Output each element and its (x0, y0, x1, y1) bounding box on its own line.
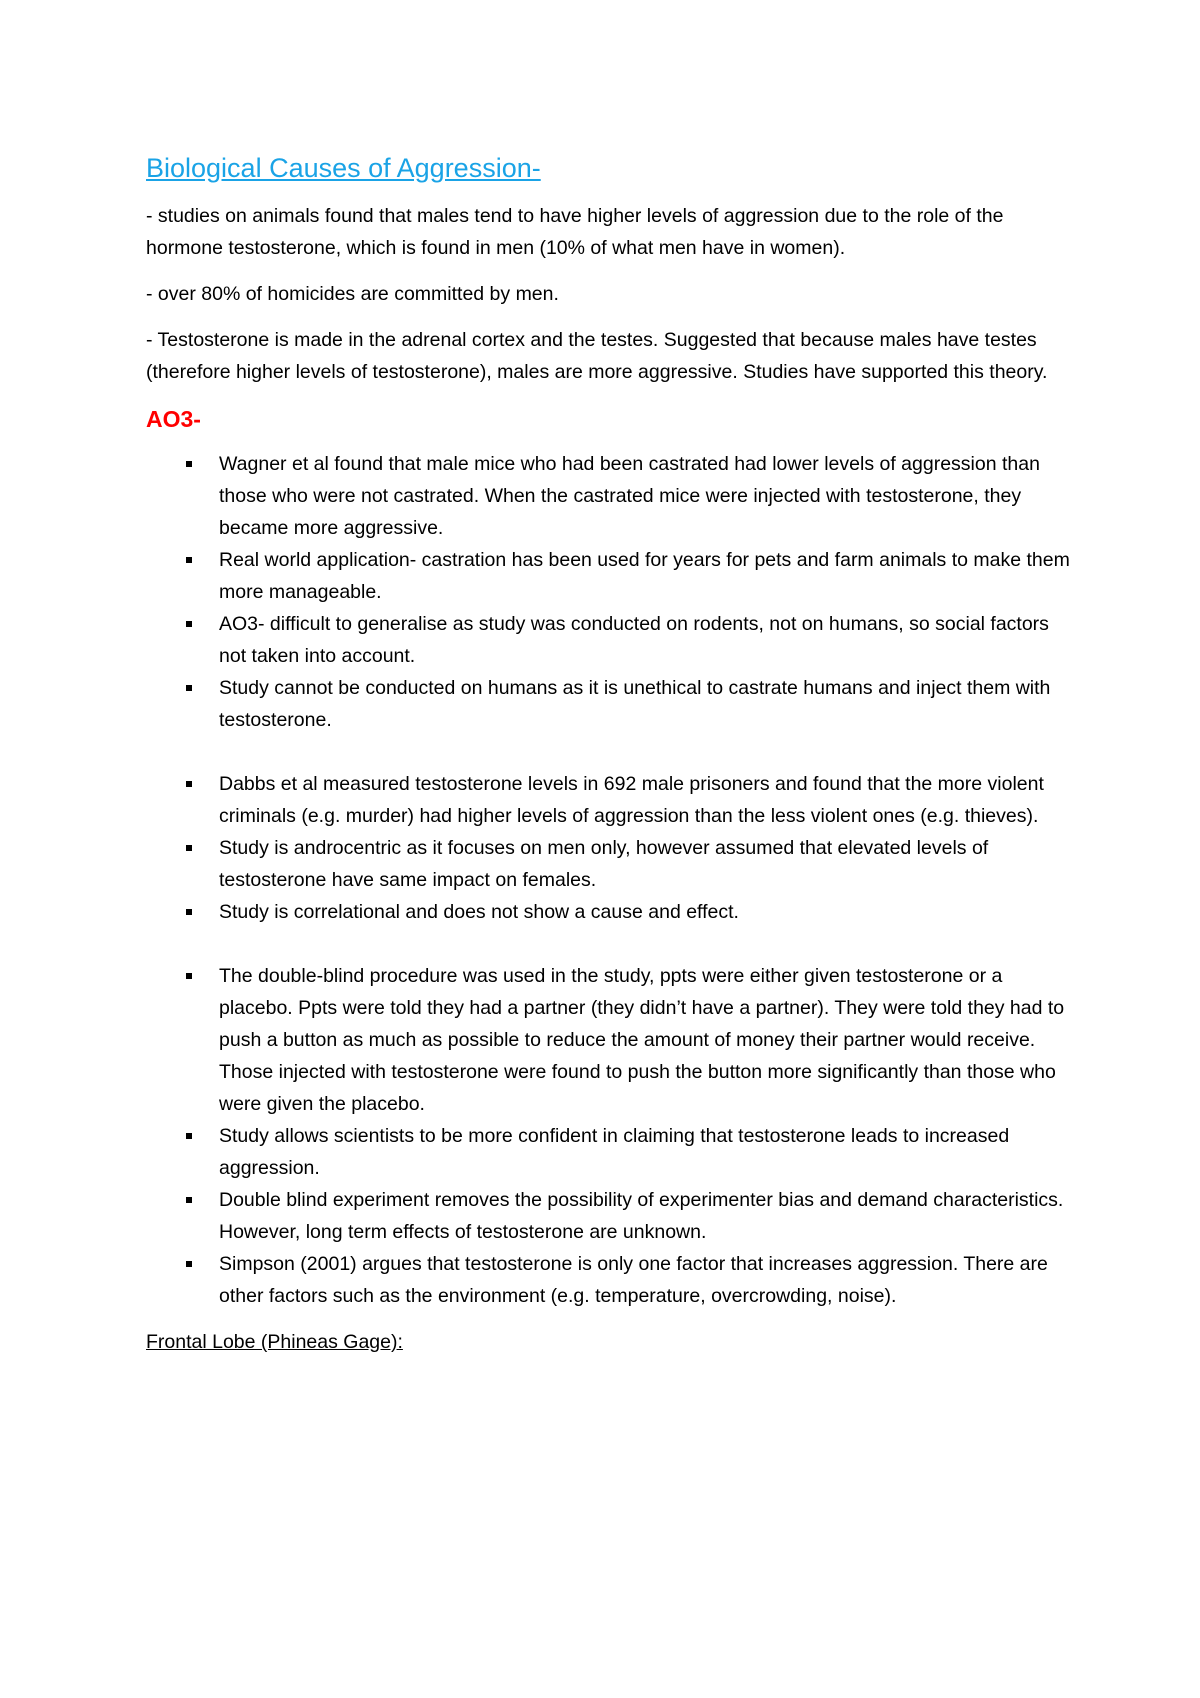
list-item: Study is correlational and does not show a cause and effect. (146, 896, 1076, 928)
square-bullet-icon (186, 685, 192, 691)
list-item: Study cannot be conducted on humans as it is unethical to castrate humans and inject them with testosterone. (146, 672, 1076, 736)
list-item: Real world application- castration has been used for years for pets and farm animals to make them more manageable. (146, 544, 1076, 608)
document-title: Biological Causes of Aggression- (146, 153, 541, 183)
list-item: Study allows scientists to be more confident in claiming that testosterone leads to increased aggression. (146, 1120, 1076, 1184)
square-bullet-icon (186, 1133, 192, 1139)
square-bullet-icon (186, 557, 192, 563)
evaluation-list (146, 448, 1076, 1312)
square-bullet-icon (186, 909, 192, 915)
intro-paragraph: - over 80% of homicides are committed by men. (146, 283, 559, 305)
intro-paragraph: - Testosterone is made in the adrenal cortex and the testes. Suggested that because males have testes (therefore higher levels of testosterone), males are more aggressive. Studies have supported this theory. (146, 329, 1048, 383)
section-subheading: Frontal Lobe (Phineas Gage): (146, 1331, 403, 1353)
square-bullet-icon (186, 845, 192, 851)
square-bullet-icon (186, 973, 192, 979)
list-item: Study is androcentric as it focuses on men only, however assumed that elevated levels of testosterone have same impact on females. (146, 832, 1076, 896)
square-bullet-icon (186, 1261, 192, 1267)
square-bullet-icon (186, 781, 192, 787)
document-page (146, 150, 1076, 1358)
ao3-heading: AO3- (146, 406, 201, 432)
list-item: AO3- difficult to generalise as study was conducted on rodents, not on humans, so social factors not taken into account. (146, 608, 1076, 672)
square-bullet-icon (186, 1197, 192, 1203)
list-item: Simpson (2001) argues that testosterone is only one factor that increases aggression. There are other factors such as the environment (e.g. temperature, overcrowding, noise). (146, 1248, 1076, 1312)
square-bullet-icon (186, 621, 192, 627)
square-bullet-icon (186, 461, 192, 467)
list-item: Wagner et al found that male mice who had been castrated had lower levels of aggression than those who were not castrated. When the castrated mice were injected with testosterone, they became more aggressive. (146, 448, 1076, 544)
list-item: Double blind experiment removes the possibility of experimenter bias and demand characteristics. However, long term effects of testosterone are unknown. (146, 1184, 1076, 1248)
intro-paragraph: - studies on animals found that males tend to have higher levels of aggression due to the role of the hormone testosterone, which is found in men (10% of what men have in women). (146, 205, 1004, 259)
list-item: The double-blind procedure was used in the study, ppts were either given testosterone or a placebo. Ppts were told they had a partner (they didn’t have a partner). They were told they had to push a button as much as possible to reduce the amount of money their partner would receive. Those injected with testosterone were found to push the button more significantly than those who were given the placebo. (146, 960, 1076, 1120)
list-item: Dabbs et al measured testosterone levels in 692 male prisoners and found that the more violent criminals (e.g. murder) had higher levels of aggression than the less violent ones (e.g. thieves). (146, 768, 1076, 832)
